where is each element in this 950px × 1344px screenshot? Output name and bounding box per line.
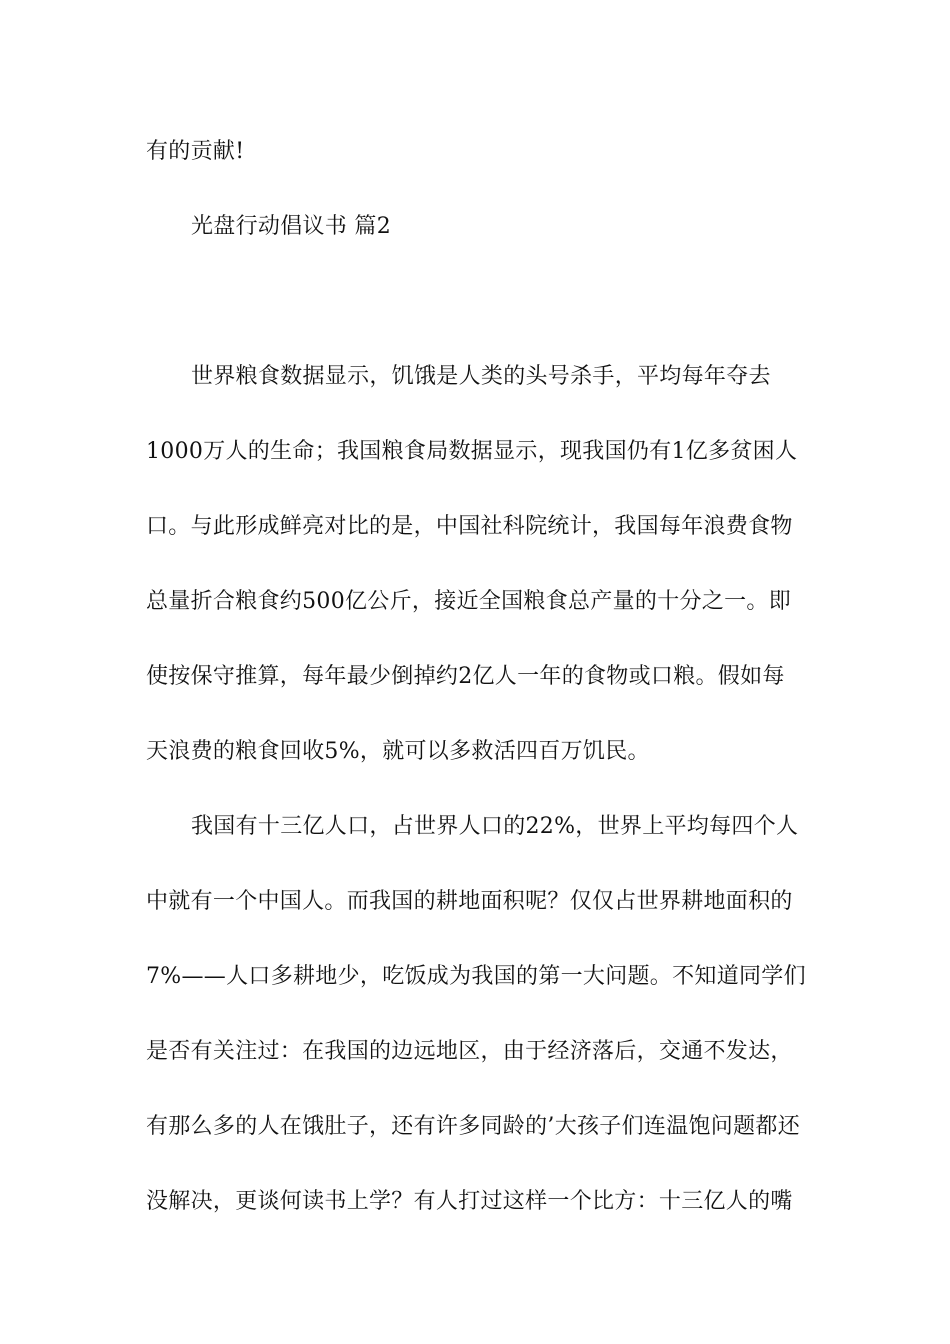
paragraph-1-line-6: 天浪费的粮食回收5%，就可以多救活四百万饥民。 [146,739,650,764]
paragraph-ending-line: 有的贡献! [146,139,245,164]
paragraph-1-line-1: 世界粮食数据显示，饥饿是人类的头号杀手，平均每年夺去 [191,364,771,389]
paragraph-1-line-4: 总量折合粮食约500亿公斤，接近全国粮食总产量的十分之一。即 [146,589,791,614]
paragraph-2-line-3: 7%——人口多耕地少，吃饭成为我国的第一大问题。不知道同学们 [146,964,806,989]
section-heading: 光盘行动倡议书 篇2 [191,214,391,239]
paragraph-1-line-5: 使按保守推算，每年最少倒掉约2亿人一年的食物或口粮。假如每 [146,664,785,689]
paragraph-1-line-2: 1000万人的生命；我国粮食局数据显示，现我国仍有1亿多贫困人 [146,439,798,464]
paragraph-1-line-3: 口。与此形成鲜亮对比的是，中国社科院统计，我国每年浪费食物 [146,514,793,539]
paragraph-2-line-1: 我国有十三亿人口，占世界人口的22%，世界上平均每四个人 [191,814,799,839]
paragraph-2-line-6: 没解决，更谈何读书上学？有人打过这样一个比方：十三亿人的嘴 [146,1189,793,1214]
paragraph-2-line-4: 是否有关注过：在我国的边远地区，由于经济落后，交通不发达， [146,1039,793,1064]
paragraph-2-line-2: 中就有一个中国人。而我国的耕地面积呢？仅仅占世界耕地面积的 [146,889,793,914]
paragraph-2-line-5: 有那么多的人在饿肚子，还有许多同龄的’大孩子们连温饱问题都还 [146,1114,800,1139]
